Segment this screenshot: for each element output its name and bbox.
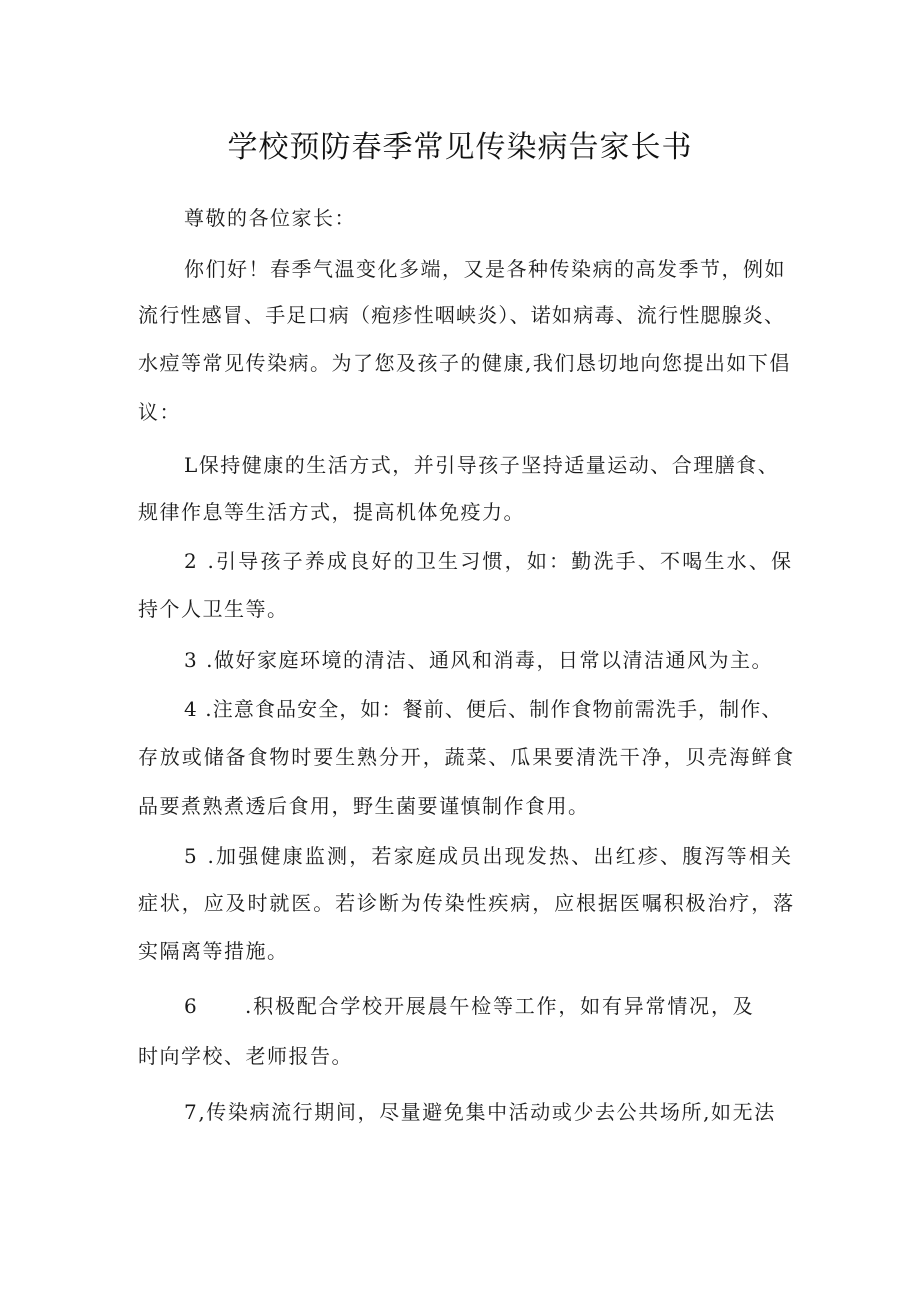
item-5-line-1: 5 .加强健康监测，若家庭成员出现发热、出红疹、腹泻等相关 — [184, 844, 794, 868]
intro-line-3: 水痘等常见传染病。为了您及孩子的健康,我们恳切地向您提出如下倡 — [138, 351, 791, 375]
item-5-line-3: 实隔离等措施。 — [138, 939, 289, 963]
intro-line-2: 流行性感冒、手足口病（疱疹性咽峡炎）、诺如病毒、流行性腮腺炎、 — [138, 303, 786, 327]
item-1-line-1: L保持健康的生活方式，并引导孩子坚持适量运动、合理膳食、 — [184, 453, 780, 477]
document-title: 学校预防春季常见传染病告家长书 — [227, 130, 693, 165]
item-6-line-1: .积极配合学校开展晨午检等工作，如有异常情况，及 — [245, 994, 755, 1018]
intro-line-4: 议： — [138, 400, 181, 424]
intro-line-1: 你们好！春季气温变化多端，又是各种传染病的高发季节，例如 — [184, 257, 786, 281]
item-1-line-2: 规律作息等生活方式，提高机体免疫力。 — [138, 500, 525, 524]
item-2-line-2: 持个人卫生等。 — [138, 597, 289, 621]
item-6-number: 6 — [184, 994, 199, 1018]
item-4-line-1: 4 .注意食品安全，如：餐前、便后、制作食物前需洗手，制作、 — [184, 697, 783, 721]
item-4-line-3: 品要煮熟煮透后食用，野生菌要谨慎制作食用。 — [138, 794, 590, 818]
item-4-line-2: 存放或储备食物时要生熟分开，蔬菜、瓜果要清洗干净，贝壳海鲜食 — [138, 745, 795, 769]
item-5-line-2: 症状，应及时就医。若诊断为传染性疾病，应根据医嘱积极治疗，落 — [138, 891, 795, 915]
item-2-line-1: 2 .引导孩子养成良好的卫生习惯，如：勤洗手、不喝生水、保 — [184, 549, 794, 573]
item-3-line-1: 3 .做好家庭环境的清洁、通风和消毒，日常以清洁通风为主。 — [184, 648, 773, 672]
item-7-line-1: 7,传染病流行期间，尽量避免集中活动或少去公共场所,如无法 — [184, 1100, 776, 1124]
item-6-line-2: 时向学校、老师报告。 — [138, 1044, 353, 1068]
salutation: 尊敬的各位家长： — [184, 206, 356, 230]
